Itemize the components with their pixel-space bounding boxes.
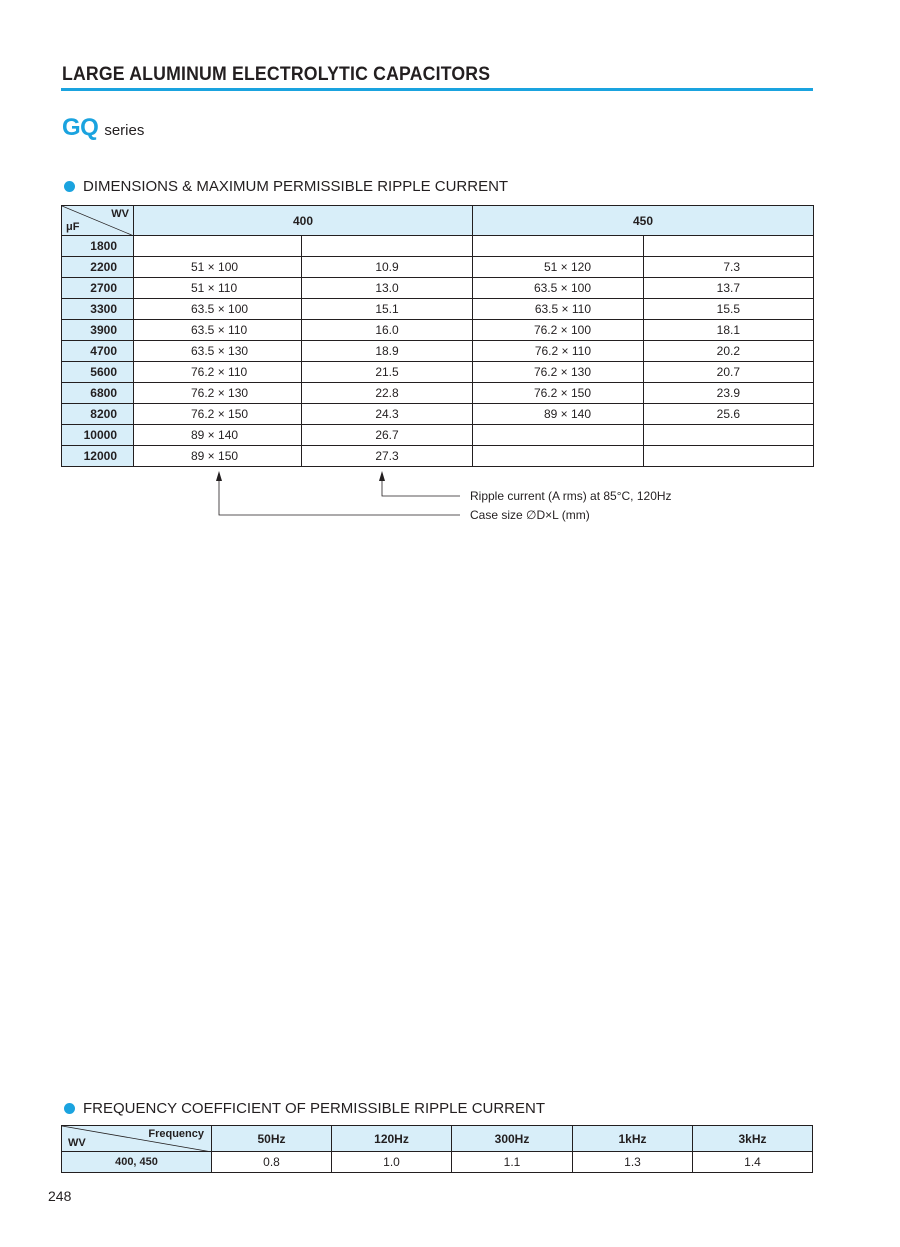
page-number: 248 — [48, 1188, 72, 1204]
capacitance-cell: 1800 — [62, 236, 134, 257]
capacitance-cell: 8200 — [62, 404, 134, 425]
capacitance-cell: 2700 — [62, 278, 134, 299]
case-size-400-cell: 63.5 × 100 — [134, 299, 302, 320]
case-size-450-cell: 76.2 × 100 — [473, 320, 644, 341]
capacitance-cell: 6800 — [62, 383, 134, 404]
corner-wv-label: WV — [68, 1137, 86, 1149]
capacitance-cell: 12000 — [62, 446, 134, 467]
ripple-400-cell: 10.9 — [302, 257, 473, 278]
capacitance-cell: 3300 — [62, 299, 134, 320]
ripple-450-cell: 23.9 — [644, 383, 814, 404]
voltage-header-450: 450 — [473, 206, 814, 236]
ripple-450-cell: 13.7 — [644, 278, 814, 299]
capacitance-cell: 3900 — [62, 320, 134, 341]
case-size-400-cell: 51 × 110 — [134, 278, 302, 299]
case-size-450-cell: 76.2 × 150 — [473, 383, 644, 404]
corner-frequency-label: Frequency — [148, 1128, 204, 1140]
case-size-400-cell: 51 × 100 — [134, 257, 302, 278]
ripple-arrow-icon — [379, 471, 385, 481]
capacitance-cell: 2200 — [62, 257, 134, 278]
freq-col-300hz: 300Hz — [452, 1126, 573, 1152]
ripple-450-cell: 15.5 — [644, 299, 814, 320]
ripple-450-cell: 25.6 — [644, 404, 814, 425]
frequency-value-row — [62, 1152, 813, 1173]
ripple-400-cell: 13.0 — [302, 278, 473, 299]
voltage-header-400: 400 — [134, 206, 473, 236]
dimensions-heading-text: DIMENSIONS & MAXIMUM PERMISSIBLE RIPPLE CURRENT — [83, 178, 509, 195]
bullet-dot-icon — [64, 1103, 75, 1114]
coef-3khz: 1.4 — [693, 1152, 813, 1173]
case-size-arrow-icon — [216, 471, 222, 481]
freq-col-120hz: 120Hz — [332, 1126, 452, 1152]
case-size-leader-line — [219, 481, 460, 515]
freq-col-1khz: 1kHz — [573, 1126, 693, 1152]
coef-120hz: 1.0 — [332, 1152, 452, 1173]
case-size-400-cell: 89 × 140 — [134, 425, 302, 446]
case-size-450-cell: 76.2 × 130 — [473, 362, 644, 383]
capacitance-cell: 4700 — [62, 341, 134, 362]
frequency-corner-cell — [62, 1126, 212, 1152]
case-size-450-cell: 63.5 × 100 — [473, 278, 644, 299]
wv-row-label: 400, 450 — [62, 1152, 212, 1173]
freq-col-3khz: 3kHz — [693, 1126, 813, 1152]
series-code: GQ — [62, 114, 99, 141]
corner-wv-label: WV — [111, 208, 129, 220]
ripple-450-cell: 20.7 — [644, 362, 814, 383]
ripple-400-cell: 22.8 — [302, 383, 473, 404]
capacitance-cell: 5600 — [62, 362, 134, 383]
series-word: series — [104, 122, 145, 139]
coef-50hz: 0.8 — [212, 1152, 332, 1173]
case-size-450-cell: 63.5 × 110 — [473, 299, 644, 320]
ripple-400-cell: 21.5 — [302, 362, 473, 383]
ripple-450-cell: 20.2 — [644, 341, 814, 362]
coef-300hz: 1.1 — [452, 1152, 573, 1173]
ripple-400-cell: 16.0 — [302, 320, 473, 341]
frequency-header-row — [62, 1126, 813, 1152]
frequency-table — [61, 1125, 813, 1173]
ripple-note: Ripple current (A rms) at 85°C, 120Hz — [470, 489, 672, 503]
case-size-450-cell: 51 × 120 — [473, 257, 644, 278]
page-title: LARGE ALUMINUM ELECTROLYTIC CAPACITORS — [62, 64, 491, 85]
ripple-400-cell: 24.3 — [302, 404, 473, 425]
annotation-leaders — [0, 0, 900, 560]
case-size-450-cell: 76.2 × 110 — [473, 341, 644, 362]
case-size-400-cell: 76.2 × 110 — [134, 362, 302, 383]
frequency-heading-text: FREQUENCY COEFFICIENT OF PERMISSIBLE RIPPLE CURRENT — [83, 1100, 546, 1117]
case-size-400-cell: 76.2 × 150 — [134, 404, 302, 425]
ripple-400-cell: 27.3 — [302, 446, 473, 467]
case-size-400-cell: 63.5 × 130 — [134, 341, 302, 362]
case-size-400-cell: 89 × 150 — [134, 446, 302, 467]
ripple-450-cell: 18.1 — [644, 320, 814, 341]
ripple-leader-line — [382, 481, 460, 496]
ripple-400-cell: 18.9 — [302, 341, 473, 362]
coef-1khz: 1.3 — [573, 1152, 693, 1173]
ripple-450-cell: 7.3 — [644, 257, 814, 278]
ripple-400-cell: 15.1 — [302, 299, 473, 320]
ripple-400-cell: 26.7 — [302, 425, 473, 446]
capacitance-cell: 10000 — [62, 425, 134, 446]
corner-uf-label: μF — [66, 221, 80, 233]
freq-col-50hz: 50Hz — [212, 1126, 332, 1152]
case-size-note: Case size ∅D×L (mm) — [470, 508, 590, 522]
case-size-450-cell: 89 × 140 — [473, 404, 644, 425]
case-size-400-cell: 63.5 × 110 — [134, 320, 302, 341]
frequency-heading — [64, 1100, 545, 1117]
case-size-400-cell: 76.2 × 130 — [134, 383, 302, 404]
